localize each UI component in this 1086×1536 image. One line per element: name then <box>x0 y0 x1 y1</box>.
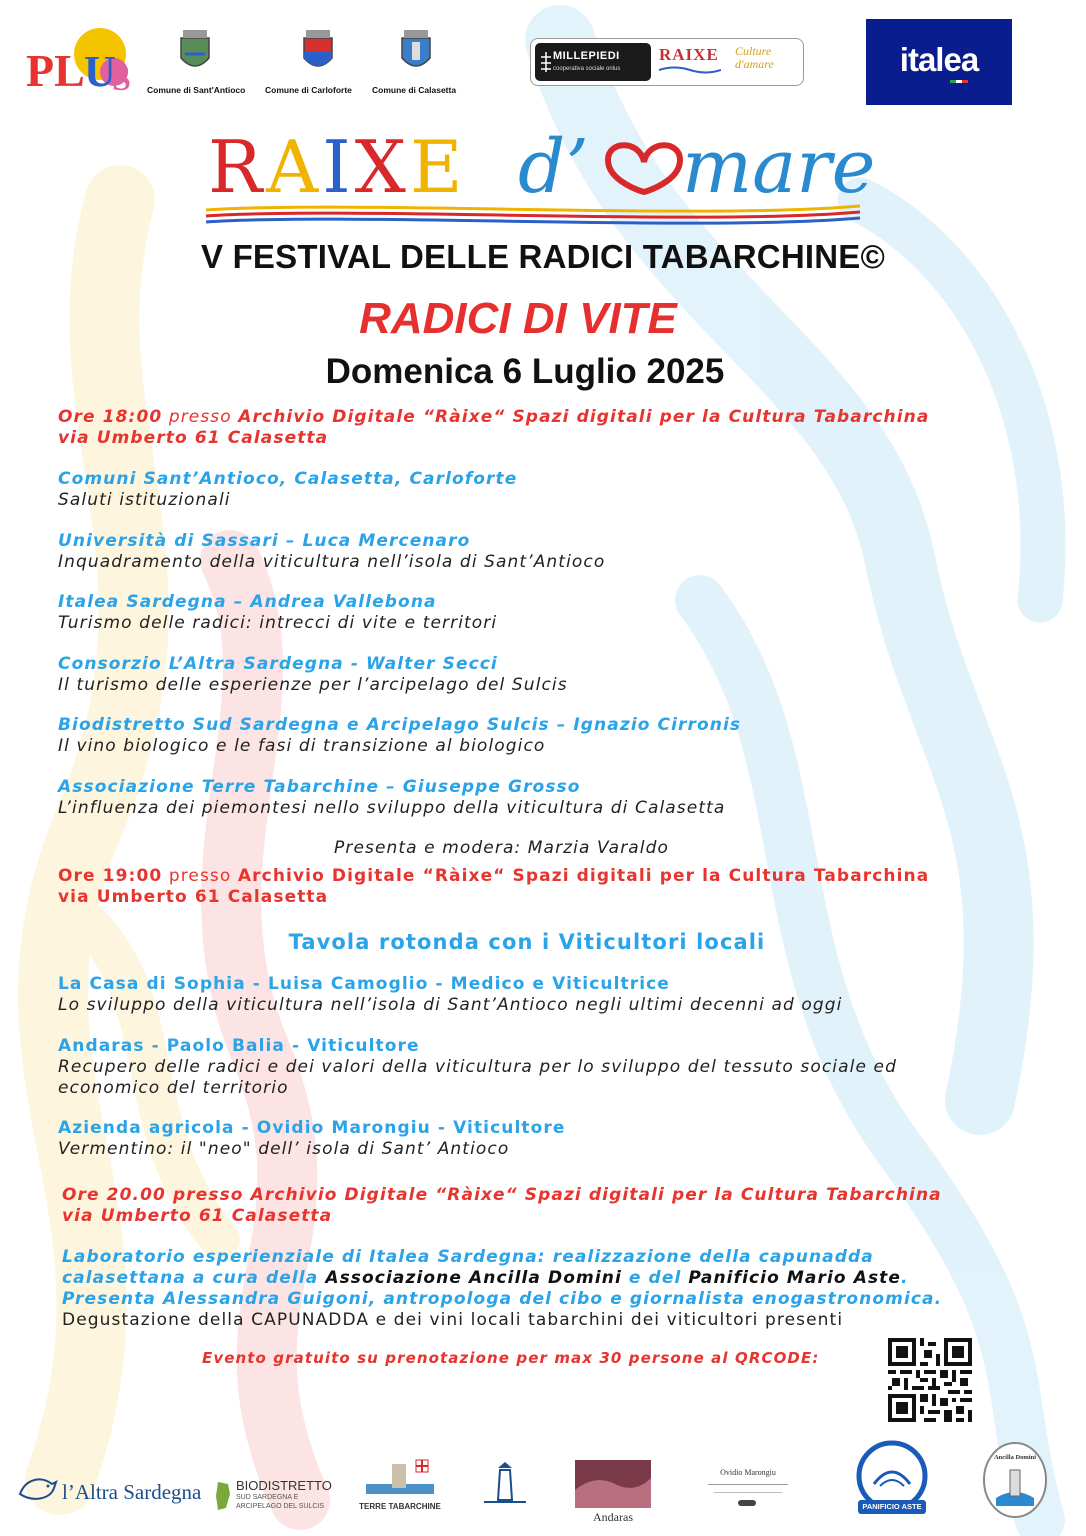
talk-speaker: Biodistretto Sud Sardegna e Arcipelago Sulcis – Ignazio Cirronis <box>58 715 742 735</box>
talk-topic: Il vino biologico e le fasi di transizione al biologico <box>58 736 546 756</box>
svg-text:d’: d’ <box>518 124 589 210</box>
partner-logos-box <box>530 38 804 86</box>
comune-label: Comune di Calasetta <box>372 85 457 95</box>
svg-text:S: S <box>112 61 131 98</box>
panificio-aste-logo: PANIFICIO ASTE <box>856 1440 928 1520</box>
crest-calasetta <box>396 28 436 80</box>
culture-damare-logo: Culture d'amare <box>735 44 774 71</box>
andaras-logo: Andaras <box>575 1460 651 1524</box>
lab-description: calasettana a cura della Associazione Ancilla Domini e del Panificio Mario Aste. <box>62 1268 909 1288</box>
svg-text:U: U <box>84 47 116 96</box>
millepiedi-logo: MILLEPIEDI cooperativa sociale onlus <box>535 43 651 81</box>
talk-speaker: Consorzio L’Altra Sardegna - Walter Secci <box>58 654 498 674</box>
festival-title: V FESTIVAL DELLE RADICI TABARCHINE© <box>201 238 885 275</box>
grower-name: Azienda agricola - Ovidio Marongiu - Viticultore <box>58 1118 566 1138</box>
crest-carloforte <box>298 28 338 80</box>
session-3-header: Ore 20.00 presso Archivio Digitale “Ràixe“ Spazi digitali per la Cultura Tabarchina <box>62 1185 942 1205</box>
grower-name: Andaras - Paolo Balia - Viticultore <box>58 1036 420 1056</box>
grower-topic: economico del territorio <box>58 1078 289 1098</box>
comune-label: Comune di Carloforte <box>265 85 352 95</box>
talk-speaker: Comuni Sant’Antioco, Calasetta, Carloforte <box>58 469 518 489</box>
booking-qr-code[interactable] <box>888 1338 972 1422</box>
talk-speaker: Italea Sardegna – Andrea Vallebona <box>58 592 437 612</box>
svg-text:PL: PL <box>26 45 85 96</box>
svg-text:RAIXE: RAIXE <box>208 125 467 209</box>
crest-sant-antioco <box>175 28 215 80</box>
session-2-header: Ore 19:00 presso Archivio Digitale “Ràixe“ Spazi digitali per la Cultura Tabarchina <box>58 866 930 886</box>
comune-label: Comune di Sant'Antioco <box>147 85 246 95</box>
hills-icon <box>575 1460 651 1508</box>
coat-of-arms-icon <box>175 28 215 76</box>
talk-topic: L’influenza dei piemontesi nello sviluppo della viticultura di Calasetta <box>58 798 726 818</box>
grower-name: La Casa di Sophia - Luisa Camoglio - Medico e Viticultrice <box>58 974 670 994</box>
coat-of-arms-icon <box>298 28 338 76</box>
terre-tabarchine-logo: TERRE TABARCHINE <box>358 1458 442 1514</box>
talk-topic: Il turismo delle esperienze per l’arcipelago del Sulcis <box>58 675 568 695</box>
booking-note: Evento gratuito su prenotazione per max 30 persone al QRCODE: <box>202 1349 820 1367</box>
talk-topic: Inquadramento della viticultura nell’isola di Sant’Antioco <box>58 552 606 572</box>
grower-topic: Lo sviluppo della viticultura nell’isola di Sant’Antioco negli ultimi decenni ad oggi <box>58 995 843 1015</box>
altra-sardegna-logo: l’Altra Sardegna <box>16 1470 191 1510</box>
round-table-title: Tavola rotonda con i Viticultori locali <box>288 930 766 954</box>
lab-presenter: Presenta Alessandra Guigoni, antropologa del cibo e giornalista enogastronomica. <box>62 1289 943 1309</box>
biodistretto-logo: BIODISTRETTO SUD SARDEGNA E ARCIPELAGO DEL SULCIS <box>212 1474 332 1518</box>
session-2-address: via Umberto 61 Calasetta <box>58 887 329 907</box>
sardinia-map-icon <box>212 1480 234 1512</box>
grower-topic: Vermentino: il "neo" dell’ isola di Sant’ Antioco <box>58 1139 510 1159</box>
raixe-small-logo: RAIXE <box>659 45 719 64</box>
lighthouse-icon <box>482 1462 528 1510</box>
ancilla-domini-logo: Ancilla Domini <box>982 1440 1048 1520</box>
moderator-note: Presenta e modera: Marzia Varaldo <box>334 838 670 858</box>
session-1-address: via Umberto 61 Calasetta <box>58 428 329 448</box>
talk-topic: Turismo delle radici: intrecci di vite e territori <box>58 613 498 633</box>
italea-logo: italea <box>866 19 1012 105</box>
grower-topic: Recupero delle radici e dei valori della viticultura per lo sviluppo del tessuto sociale ed <box>58 1057 897 1077</box>
talk-speaker: Associazione Terre Tabarchine – Giuseppe Grosso <box>58 777 581 797</box>
church-seal-icon <box>982 1440 1048 1520</box>
tower-icon <box>366 1458 434 1498</box>
ovidio-marongiu-logo: Ovidio Marongiu <box>700 1462 796 1522</box>
talk-speaker: Università di Sassari – Luca Mercenaro <box>58 531 471 551</box>
event-subtitle: RADICI DI VITE <box>359 294 677 343</box>
bird-icon <box>16 1472 58 1506</box>
plus-logo <box>22 28 132 98</box>
raixe-damare-logo <box>200 100 880 230</box>
tasting-note: Degustazione della CAPUNADDA e dei vini locali tabarchini dei viticultori presenti <box>62 1310 844 1330</box>
session-3-address: via Umberto 61 Calasetta <box>62 1206 333 1226</box>
session-1-header: Ore 18:00 presso Archivio Digitale “Ràixe“ Spazi digitali per la Cultura Tabarchina <box>58 407 930 427</box>
lab-description: Laboratorio esperienziale di Italea Sardegna: realizzazione della capunadda <box>62 1247 874 1267</box>
talk-topic: Saluti istituzionali <box>58 490 231 510</box>
coat-of-arms-icon <box>396 28 436 76</box>
svg-text:mare: mare <box>682 124 876 210</box>
event-date: Domenica 6 Luglio 2025 <box>325 352 725 391</box>
casa-di-sophia-logo <box>482 1462 528 1510</box>
